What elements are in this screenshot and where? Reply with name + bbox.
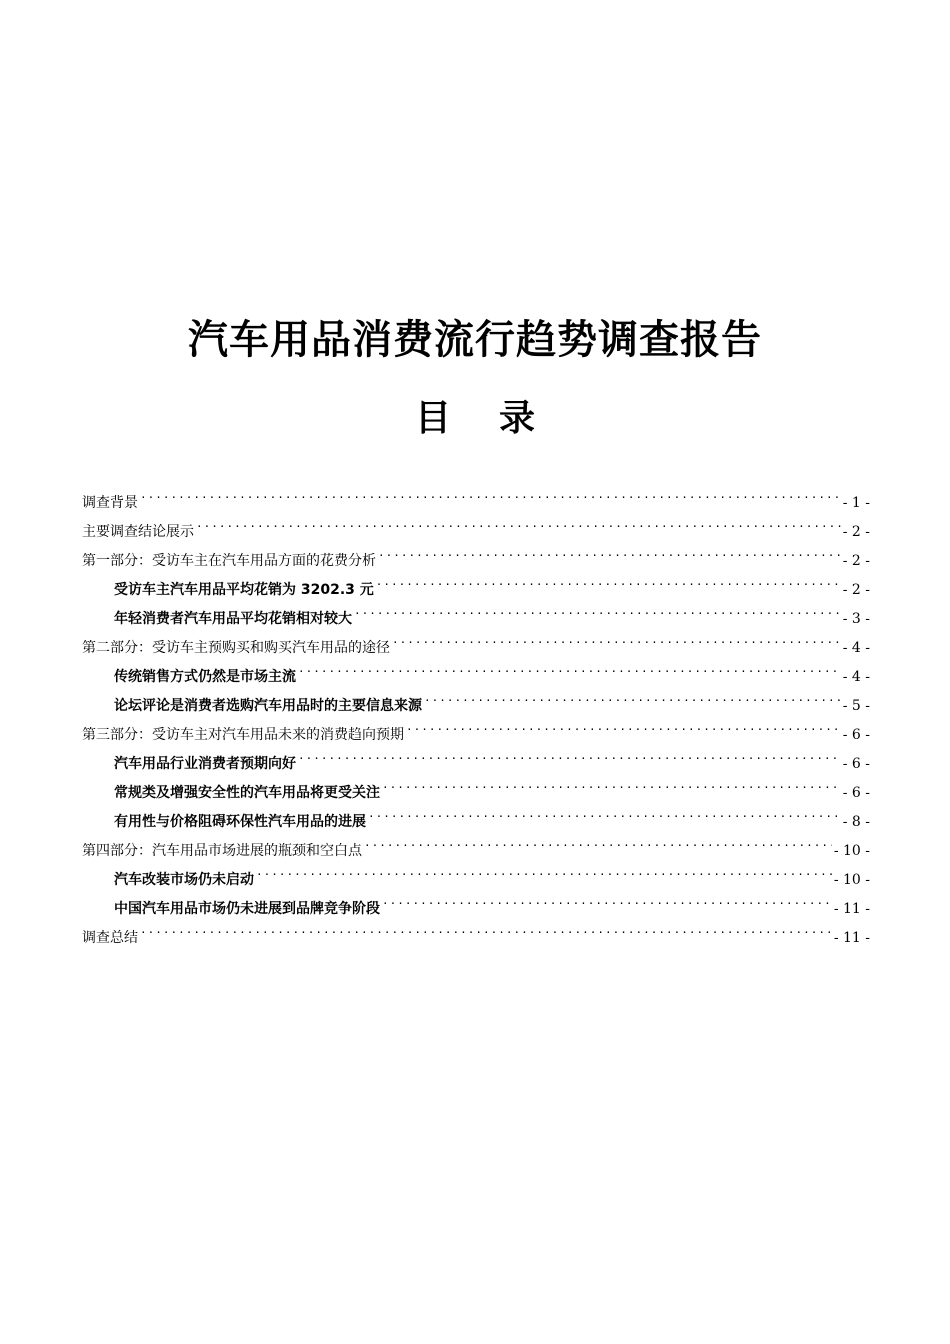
toc-entry-title: 汽车用品行业消费者预期向好 <box>114 756 296 772</box>
toc-entry-title: 调查总结 <box>82 930 138 946</box>
toc-dot-leader <box>424 681 841 710</box>
toc-page-number: - 8 - <box>842 814 870 830</box>
toc-page-number: - 4 - <box>842 669 870 685</box>
toc-entry-title: 调查背景 <box>82 495 138 511</box>
toc-dot-leader <box>382 884 832 913</box>
toc-page-number: - 6 - <box>842 727 870 743</box>
document-title: 汽车用品消费流行趋势调查报告 <box>188 316 762 363</box>
toc-page-number: - 11 - <box>833 901 870 917</box>
toc-page-number: - 10 - <box>833 872 870 888</box>
toc-entry-title: 论坛评论是消费者选购汽车用品时的主要信息来源 <box>114 698 422 714</box>
toc-dot-leader <box>298 739 841 768</box>
toc-page-number: - 10 - <box>833 843 870 859</box>
toc-page-number: - 2 - <box>842 524 870 540</box>
toc-page-number: - 2 - <box>842 582 870 598</box>
toc-entry[interactable] <box>82 507 870 540</box>
toc-page-number: - 11 - <box>833 930 870 946</box>
toc-entry-title: 常规类及增强安全性的汽车用品将更受关注 <box>114 785 380 801</box>
toc-entry-title: 第三部分：受访车主对汽车用品未来的消费趋向预期 <box>82 727 404 743</box>
toc-entry-title: 第二部分：受访车主预购买和购买汽车用品的途径 <box>82 640 390 656</box>
toc-dot-leader <box>378 536 841 565</box>
toc-dot-leader <box>406 710 841 739</box>
toc-page-number: - 2 - <box>842 553 870 569</box>
toc-entry-title: 年轻消费者汽车用品平均花销相对较大 <box>114 611 352 627</box>
toc-page-number: - 3 - <box>842 611 870 627</box>
toc-entry-title: 中国汽车用品市场仍未进展到品牌竞争阶段 <box>114 901 380 917</box>
toc-page-number: - 4 - <box>842 640 870 656</box>
toc-entry-title: 第一部分：受访车主在汽车用品方面的花费分析 <box>82 553 376 569</box>
toc-heading <box>0 392 950 444</box>
table-of-contents <box>82 478 870 946</box>
toc-entry-title: 受访车主汽车用品平均花销为 3202.3 元 <box>114 582 374 598</box>
toc-dot-leader <box>382 768 841 797</box>
toc-page-number: - 1 - <box>842 495 870 511</box>
toc-dot-leader <box>298 652 841 681</box>
toc-page-number: - 5 - <box>842 698 870 714</box>
toc-dot-leader <box>364 826 832 855</box>
toc-entry[interactable] <box>82 478 870 511</box>
toc-entry-title: 第四部分：汽车用品市场进展的瓶颈和空白点 <box>82 843 362 859</box>
toc-entry-title: 主要调查结论展示 <box>82 524 194 540</box>
toc-entry-title: 汽车改装市场仍未启动 <box>114 872 254 888</box>
toc-heading-char-2: 录 <box>499 397 536 439</box>
toc-dot-leader <box>196 507 841 536</box>
toc-dot-leader <box>354 594 841 623</box>
toc-entry-title: 有用性与价格阻碍环保性汽车用品的进展 <box>114 814 366 830</box>
toc-dot-leader <box>140 913 832 942</box>
toc-page-number: - 6 - <box>842 756 870 772</box>
toc-dot-leader <box>368 797 841 826</box>
toc-entry-title: 传统销售方式仍然是市场主流 <box>114 669 296 685</box>
toc-entry[interactable] <box>82 913 870 946</box>
toc-dot-leader <box>256 855 832 884</box>
toc-page-number: - 6 - <box>842 785 870 801</box>
toc-dot-leader <box>376 565 841 594</box>
toc-dot-leader <box>140 478 841 507</box>
toc-dot-leader <box>392 623 841 652</box>
toc-heading-char-1: 目 <box>414 397 451 439</box>
toc-entry[interactable] <box>82 536 870 569</box>
